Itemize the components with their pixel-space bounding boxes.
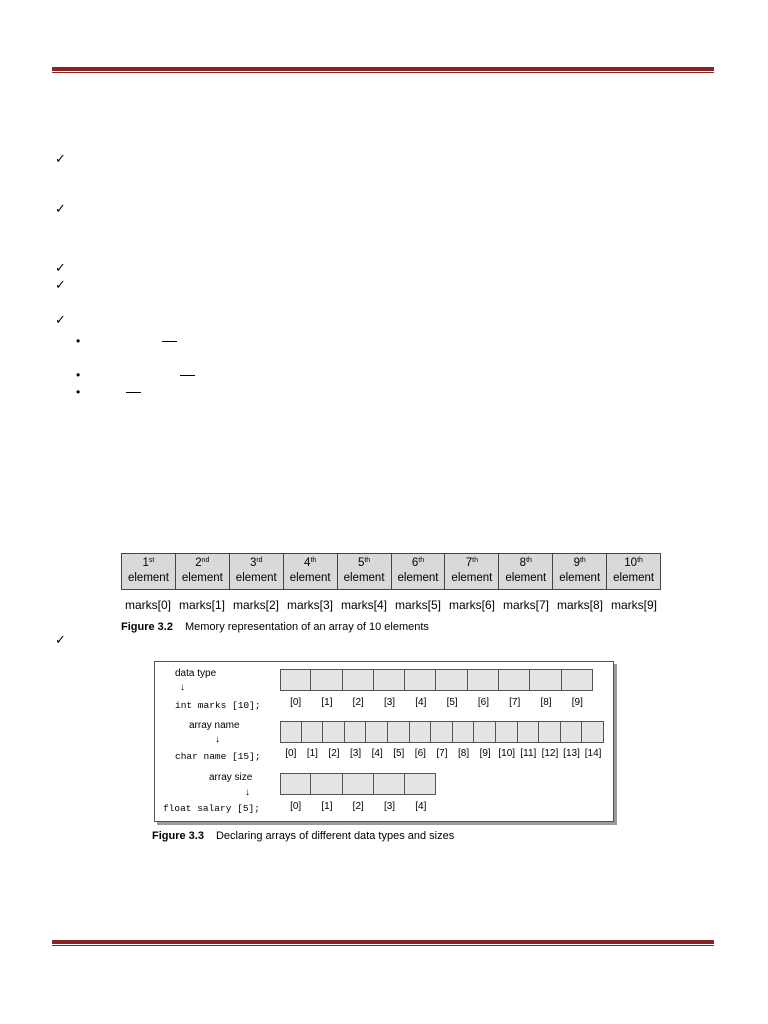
figure-3-3-box — [154, 661, 614, 822]
check-bullet-6: ✓ — [55, 633, 66, 648]
element-ordinal: 5 — [357, 557, 365, 569]
array-index: [6] — [477, 697, 489, 708]
header-rule — [52, 67, 714, 73]
index-label: marks[4] — [340, 598, 387, 612]
array-index: [9] — [571, 697, 583, 708]
name-array-boxes — [280, 721, 604, 743]
array-index: [2] — [352, 697, 364, 708]
array-index: [14] — [584, 748, 602, 759]
array-index: [1] — [321, 697, 333, 708]
array-cell — [499, 669, 530, 691]
element-word: element — [559, 572, 601, 584]
element-ordinal: 6 — [411, 557, 419, 569]
figure-3-2-memory-row — [121, 553, 661, 590]
element-word: element — [397, 572, 439, 584]
ordinal-suffix: rd — [256, 557, 263, 564]
element-cell — [337, 554, 391, 589]
figure-3-3-caption-text: Declaring arrays of different data types and sizes — [215, 830, 455, 842]
element-cell — [444, 554, 498, 589]
element-cell — [122, 554, 175, 589]
index-label: marks[8] — [556, 598, 603, 612]
element-word: element — [343, 572, 385, 584]
array-index: [4] — [415, 801, 427, 812]
array-index: [2] — [352, 801, 364, 812]
footer-rule — [52, 940, 714, 946]
em-dash-1 — [162, 341, 177, 342]
array-cell — [405, 669, 436, 691]
array-index: [1] — [306, 748, 318, 759]
element-cell — [175, 554, 229, 589]
sub-bullet-3: • — [76, 385, 81, 399]
element-ordinal: 2 — [195, 557, 202, 569]
figure-3-2-caption — [121, 621, 429, 633]
array-index: [8] — [540, 697, 552, 708]
array-cell — [311, 773, 342, 795]
ordinal-suffix: nd — [201, 557, 210, 564]
array-name-arrow: ↓ — [215, 734, 220, 745]
array-cell — [343, 669, 374, 691]
figure-3-2-index-labels — [121, 598, 661, 612]
array-index: [3] — [383, 697, 396, 708]
element-word: element — [127, 572, 169, 584]
element-word: element — [505, 572, 547, 584]
element-ordinal: 3 — [249, 557, 257, 569]
element-word: element — [451, 572, 493, 584]
marks-array-boxes — [280, 669, 593, 691]
marks-declaration: int marks [10]; — [175, 700, 261, 711]
salary-array-boxes — [280, 773, 436, 795]
salary-indices — [280, 801, 436, 812]
array-cell — [582, 721, 604, 743]
ordinal-suffix: th — [310, 557, 317, 564]
element-ordinal: 7 — [465, 557, 473, 569]
salary-declaration: float salary [5]; — [163, 803, 260, 814]
index-label: marks[2] — [232, 598, 279, 612]
array-index: [12] — [541, 748, 559, 759]
check-bullet-5: ✓ — [55, 313, 66, 328]
name-indices — [280, 748, 604, 759]
index-label: marks[0] — [124, 598, 171, 612]
array-cell — [468, 669, 499, 691]
element-ordinal: 8 — [519, 557, 527, 569]
name-declaration: char name [15]; — [175, 751, 261, 762]
array-index: [5] — [446, 697, 458, 708]
figure-3-2-caption-text: Memory representation of an array of 10 elements — [184, 621, 429, 633]
array-cell — [345, 721, 367, 743]
index-label: marks[3] — [286, 598, 333, 612]
element-word: element — [613, 572, 655, 584]
sub-bullet-1: • — [76, 334, 81, 348]
index-label: marks[5] — [394, 598, 441, 612]
element-word: element — [289, 572, 331, 584]
array-cell — [530, 669, 561, 691]
index-label: marks[1] — [178, 598, 225, 612]
array-cell — [474, 721, 496, 743]
element-ordinal: 4 — [304, 557, 311, 569]
em-dash-3 — [126, 392, 141, 393]
index-label: marks[7] — [502, 598, 549, 612]
element-cell — [552, 554, 606, 589]
element-word: element — [235, 572, 277, 584]
array-index: [3] — [350, 748, 362, 759]
element-cell — [391, 554, 445, 589]
array-index: [0] — [290, 801, 302, 812]
sub-bullet-2: • — [76, 368, 81, 382]
em-dash-2 — [180, 375, 195, 376]
check-bullet-2: ✓ — [55, 202, 66, 217]
array-index: [7] — [509, 697, 521, 708]
element-cell — [229, 554, 283, 589]
element-ordinal: 9 — [573, 557, 580, 569]
data-type-label: data type — [175, 668, 217, 679]
array-index: [4] — [371, 748, 383, 759]
ordinal-suffix: th — [637, 557, 643, 564]
element-ordinal: 10 — [624, 557, 638, 569]
array-cell — [374, 773, 405, 795]
element-word: element — [181, 572, 223, 584]
array-index: [1] — [321, 801, 333, 812]
array-index: [6] — [414, 748, 426, 759]
element-cell — [283, 554, 337, 589]
data-type-arrow: ↓ — [180, 682, 185, 693]
index-label: marks[6] — [448, 598, 495, 612]
array-index: [10] — [498, 748, 516, 759]
array-index: [11] — [520, 748, 537, 759]
check-bullet-4: ✓ — [55, 278, 66, 293]
array-cell — [280, 721, 302, 743]
array-cell — [431, 721, 453, 743]
array-cell — [496, 721, 518, 743]
array-cell — [323, 721, 345, 743]
array-cell — [410, 721, 432, 743]
ordinal-suffix: st — [148, 557, 155, 564]
array-cell — [366, 721, 388, 743]
element-cell — [606, 554, 660, 589]
array-cell — [561, 721, 583, 743]
array-size-label: array size — [209, 772, 253, 783]
ordinal-suffix: th — [579, 557, 586, 564]
element-ordinal: 1 — [142, 557, 149, 569]
array-index: [2] — [328, 748, 340, 759]
element-cell — [498, 554, 552, 589]
array-cell — [562, 669, 593, 691]
array-cell — [280, 773, 311, 795]
array-cell — [302, 721, 324, 743]
ordinal-suffix: th — [526, 557, 532, 564]
index-label: marks[9] — [610, 598, 657, 612]
array-cell — [343, 773, 374, 795]
figure-3-3-caption — [152, 830, 454, 842]
marks-indices — [280, 697, 593, 708]
array-name-label: array name — [189, 720, 240, 731]
array-index: [5] — [393, 748, 405, 759]
array-index: [0] — [285, 748, 297, 759]
array-index: [3] — [383, 801, 396, 812]
array-cell — [374, 669, 405, 691]
array-cell — [405, 773, 436, 795]
array-size-arrow: ↓ — [245, 787, 250, 798]
array-index: [9] — [479, 748, 491, 759]
check-bullet-1: ✓ — [55, 152, 66, 167]
check-bullet-3: ✓ — [55, 261, 66, 276]
array-cell — [453, 721, 475, 743]
array-index: [7] — [436, 748, 448, 759]
figure-3-3-caption-label: Figure 3.3 — [152, 830, 204, 842]
ordinal-suffix: th — [472, 557, 479, 564]
array-cell — [311, 669, 342, 691]
array-cell — [539, 721, 561, 743]
array-index: [8] — [457, 748, 470, 759]
array-index: [13] — [563, 748, 580, 759]
array-cell — [280, 669, 311, 691]
array-cell — [436, 669, 467, 691]
array-index: [0] — [290, 697, 302, 708]
figure-3-2-caption-label: Figure 3.2 — [121, 621, 173, 633]
ordinal-suffix: th — [418, 557, 425, 564]
array-index: [4] — [415, 697, 427, 708]
array-cell — [388, 721, 410, 743]
array-cell — [518, 721, 540, 743]
ordinal-suffix: th — [364, 557, 371, 564]
